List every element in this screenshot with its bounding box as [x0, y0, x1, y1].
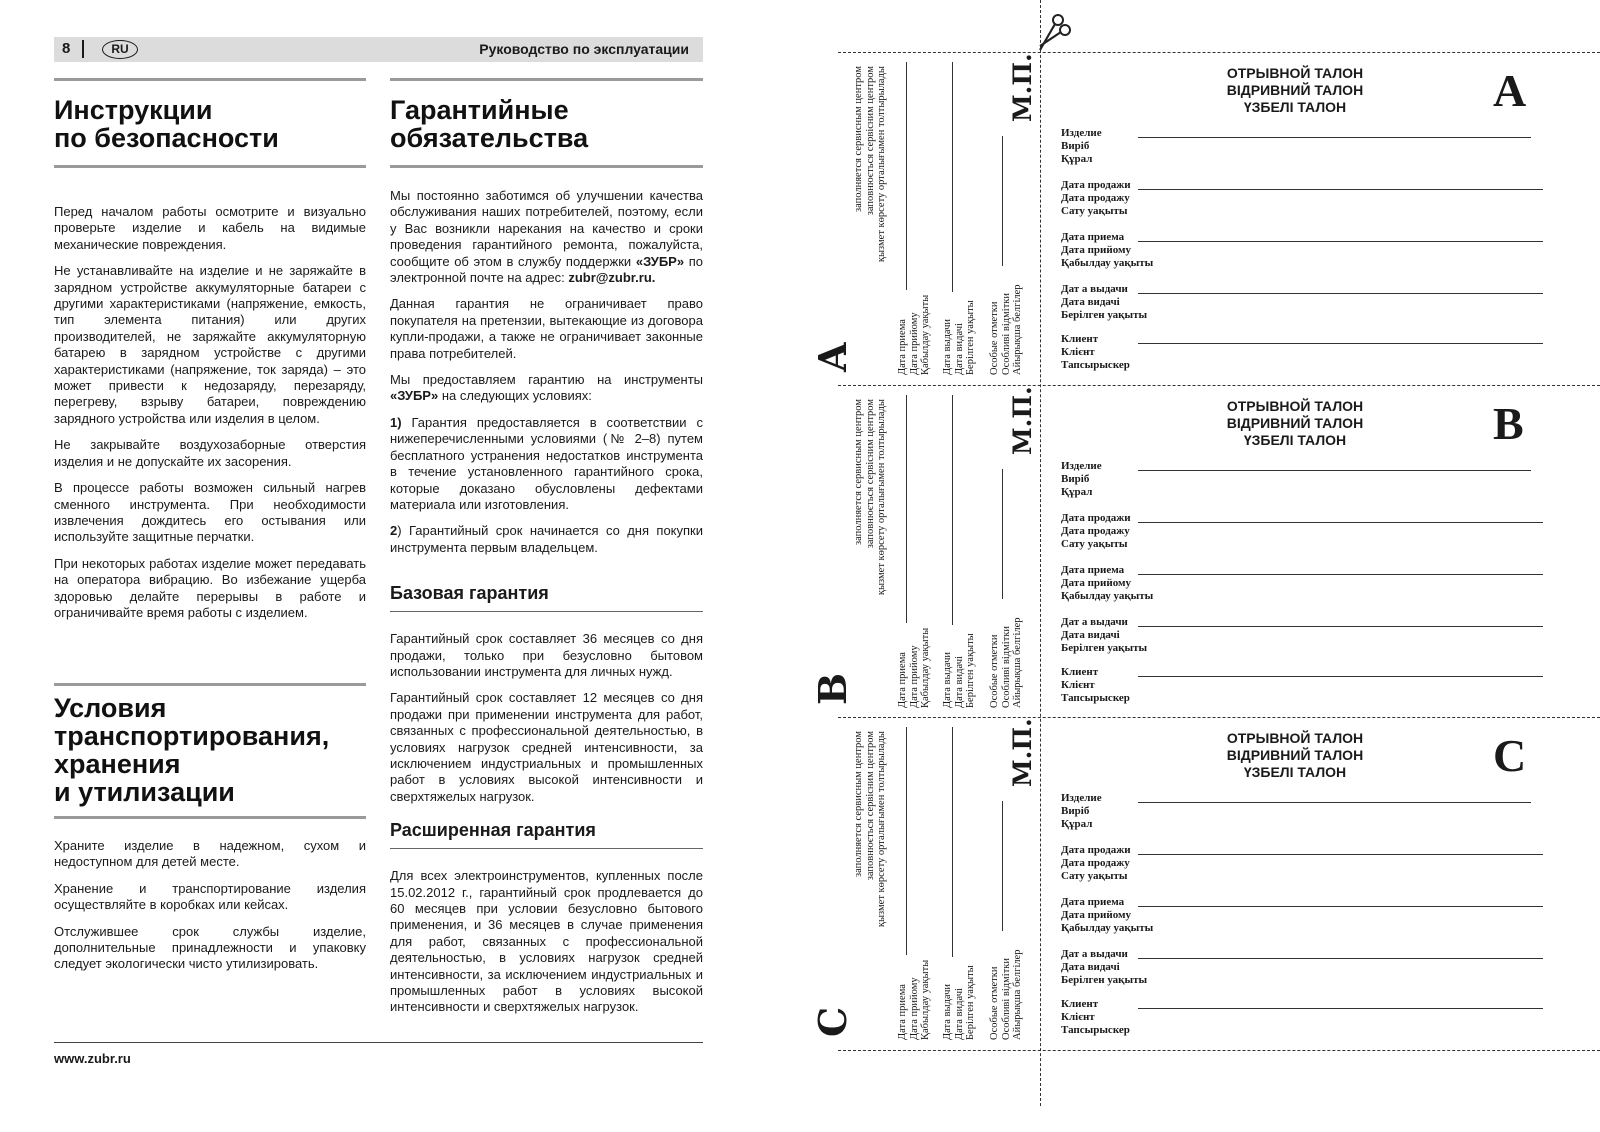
stub-service-note: заполняется сервисным центром заповнюється сервісним центром қызмет көрсету орталығымен толтырылады — [853, 66, 887, 263]
paragraph: Гарантийный срок составляет 36 месяцев со дня продажи, только при безусловно бытовом использовании инструмента для личных нужд. — [390, 631, 703, 679]
basic-warranty-title: Базовая гарантия — [390, 583, 549, 604]
stub-line — [952, 62, 953, 292]
stub-notes-labels: Особые отметки Особливі відмітки Айырықша белгілер — [989, 617, 1023, 708]
footer-rule — [54, 1042, 703, 1043]
stub-issue-labels: Дата выдачи Дата видачі Берілген уақыты — [942, 965, 976, 1040]
coupon-field-line — [1138, 854, 1543, 855]
stamp-label: М.П. — [1008, 718, 1037, 787]
coupon-letter: B — [1493, 398, 1524, 449]
coupon-field-line — [1138, 522, 1543, 523]
coupon-field-line — [1138, 802, 1531, 803]
paragraph: При некоторых работах изделие может передавать на оператора вибрацию. Во избежание ущерба здоровью делайте перерывы в работе и ограничивайте время работы с изделием. — [54, 555, 366, 620]
extended-warranty-title: Расширенная гарантия — [390, 820, 596, 841]
header-separator — [82, 40, 84, 58]
paragraph: Данная гарантия не ограничивает право покупателя на претензии, вытекающие из договора купли-продажи, а также не ограничивает законные права потребителей. — [390, 296, 703, 361]
stub-letter: A — [810, 342, 855, 372]
coupon-field-label: Дат а выдачи Дата видачі Берілген уақыты — [1061, 283, 1148, 321]
warranty-title: Гарантийные обязательства — [390, 95, 589, 153]
stub-issue-labels: Дата выдачи Дата видачі Берілген уақыты — [942, 633, 976, 708]
coupon-field-label: Клиент Клієнт Тапсырыскер — [1061, 998, 1130, 1036]
stub-receipt-labels: Дата приема Дата прийому Қабылдау уақыты — [897, 294, 931, 375]
coupon-letter: C — [1493, 730, 1527, 781]
coupon-field-label: Дат а выдачи Дата видачі Берілген уақыты — [1061, 948, 1148, 986]
paragraph: 2) Гарантийный срок начинается со дня покупки инструмента первым владельцем. — [390, 523, 703, 555]
coupon-field-line — [1138, 1008, 1543, 1009]
paragraph: Хранение и транспортирование изделия осуществляйте в коробках или кейсах. — [54, 880, 366, 913]
stub-line — [952, 395, 953, 625]
coupon-field-label: Дата продажи Дата продажу Сату уақыты — [1061, 512, 1131, 550]
stub-service-note: заполняется сервисным центром заповнюється сервісним центром қызмет көрсету орталығымен толтырылады — [853, 399, 887, 596]
paragraph: В процессе работы возможен сильный нагрев сменного инструмента. При необходимости извлечения дождитесь его остывания или используйте защитные перчатки. — [54, 480, 366, 545]
paragraph: Мы постоянно заботимся об улучшении качества обслуживания наших потребителей, поэтому, если у Вас возникли нарекания на качество и сроки проведения гарантийного ремонта, пожалуйста, сообщите об этом в службу поддержки «ЗУБР» по электронной почте на адрес: zubr@zubr.ru. — [390, 188, 703, 286]
safety-title: Инструкции по безопасности — [54, 95, 279, 153]
stub-receipt-labels: Дата приема Дата прийому Қабылдау уақыты — [897, 959, 931, 1040]
coupon-field-line — [1138, 626, 1543, 627]
basic-warranty-section — [390, 582, 703, 805]
coupon-field-label: Дата приема Дата прийому Қабылдау уақыты — [1061, 564, 1154, 602]
warranty-text — [390, 188, 703, 556]
coupon-field-line — [1138, 241, 1543, 242]
stub-letter: B — [810, 672, 855, 705]
section-rule — [390, 165, 703, 168]
support-email: zubr@zubr.ru. — [568, 270, 656, 286]
stub-receipt-labels: Дата приема Дата прийому Қабылдау уақыты — [897, 627, 931, 708]
section-rule — [54, 78, 366, 81]
coupon-field-line — [1138, 906, 1543, 907]
coupon-field-line — [1138, 137, 1531, 138]
section-rule — [54, 683, 366, 686]
stub-issue-labels: Дата выдачи Дата видачі Берілген уақыты — [942, 300, 976, 375]
coupon-letter: A — [1493, 65, 1527, 116]
paragraph: 1) Гарантия предоставляется в соответствии с нижеперечисленными условиями (№ 2–8) путем бесплатного устранения недостатков инструмента в течение установленного гарантийного срока, которые доказано обусловлены дефектами материала или изготовления. — [390, 414, 703, 512]
section-rule — [390, 78, 703, 81]
scissors-icon — [1034, 8, 1072, 52]
extended-warranty-section — [390, 819, 703, 1016]
coupon-title: ОТРЫВНОЙ ТАЛОН ВІДРИВНИЙ ТАЛОН ҮЗБЕЛІ ТАЛОН — [1226, 398, 1364, 448]
stub-line — [1002, 469, 1003, 599]
transport-section — [54, 683, 366, 983]
vertical-cut-line — [1040, 0, 1041, 1106]
stub-line — [1002, 801, 1003, 931]
transport-title: Условия транспортирования, хранения и утилизации — [54, 693, 330, 807]
stub-notes-labels: Особые отметки Особливі відмітки Айырықша белгілер — [989, 949, 1023, 1040]
coupon-field-line — [1138, 343, 1543, 344]
safety-text — [54, 204, 366, 621]
coupon-field-label: Изделие Виріб Құрал — [1061, 792, 1102, 830]
paragraph: Для всех электроинструментов, купленных после 15.02.2012 г., гарантийный срок продлевается до 60 месяцев при условии безусловно бытового применения, и 36 месяцев в случае применения для работ, связанных с профессиональной деятельностью, в условиях нагрузок средней интенсивности, за исключением индустриальных и промышленных работ в условиях высокой интенсивности и сверхтяжелых нагрузок. — [390, 868, 703, 1015]
coupon-field-line — [1138, 189, 1543, 190]
coupon-field-label: Изделие Виріб Құрал — [1061, 460, 1102, 498]
section-rule — [54, 816, 366, 819]
coupon-field-line — [1138, 676, 1543, 677]
paragraph: Храните изделие в надежном, сухом и недоступном для детей месте. — [54, 838, 366, 870]
stamp-label: М.П. — [1008, 386, 1037, 455]
stub-service-note: заполняется сервисным центром заповнюється сервісним центром қызмет көрсету орталығымен толтырылады — [853, 731, 887, 928]
stub-line — [906, 395, 907, 623]
coupon-field-label: Клиент Клієнт Тапсырыскер — [1061, 666, 1130, 704]
section-rule — [390, 611, 703, 612]
header-title: Руководство по эксплуатации — [479, 41, 689, 57]
stub-notes-labels: Особые отметки Особливі відмітки Айырықша белгілер — [989, 284, 1023, 375]
paragraph: Перед началом работы осмотрите и визуально проверьте изделие и кабель на видимые механические повреждения. — [54, 204, 366, 252]
stub-letter: C — [810, 1006, 855, 1037]
stub-line — [1002, 136, 1003, 266]
left-column — [54, 78, 366, 631]
paragraph: Гарантийный срок составляет 12 месяцев со дня продажи при применении инструмента для работ, связанных с профессиональной деятельностью, в условиях нагрузок средней интенсивности, за исключением индустриальных и промышленных работ в условиях высокой интенсивности и сверхтяжелых нагрузок. — [390, 690, 703, 804]
transport-text — [54, 838, 366, 973]
coupon-field-line — [1138, 470, 1531, 471]
stub-line — [906, 62, 907, 290]
coupon-field-line — [1138, 293, 1543, 294]
coupon-field-label: Дат а выдачи Дата видачі Берілген уақыты — [1061, 616, 1148, 654]
coupon-field-label: Изделие Виріб Құрал — [1061, 127, 1102, 165]
paragraph: Не устанавливайте на изделие и не заряжайте в зарядном устройстве аккумуляторные батареи с другими характеристиками (напряжение, емкость, тип элемента питания) или других производителей, не заряжайте аккумуляторную батарею в зарядном устройстве с другими характеристиками (напряжение, ток заряда) – это может привести к недозаряду, перезаряду, перегреву, взрыву батареи, повреждению зарядного устройства или изделия в целом. — [54, 263, 366, 426]
page-number: 8 — [62, 40, 71, 57]
right-column — [390, 78, 703, 1026]
stub-line — [906, 727, 907, 955]
section-rule — [54, 165, 366, 168]
paragraph: Не закрывайте воздухозаборные отверстия изделия и не допускайте их засорения. — [54, 437, 366, 469]
paragraph: Мы предоставляем гарантию на инструменты «ЗУБР» на следующих условиях: — [390, 372, 703, 404]
stamp-label: М.П. — [1008, 53, 1037, 122]
coupon-field-label: Дата приема Дата прийому Қабылдау уақыты — [1061, 231, 1154, 269]
coupon-field-label: Дата приема Дата прийому Қабылдау уақыты — [1061, 896, 1154, 934]
section-rule — [390, 848, 703, 849]
page-header — [54, 37, 703, 62]
language-badge: RU — [102, 40, 138, 59]
coupon-field-line — [1138, 574, 1543, 575]
coupon-field-label: Дата продажи Дата продажу Сату уақыты — [1061, 844, 1131, 882]
coupon-title: ОТРЫВНОЙ ТАЛОН ВІДРИВНИЙ ТАЛОН ҮЗБЕЛІ ТАЛОН — [1226, 730, 1364, 780]
coupon-field-line — [1138, 958, 1543, 959]
coupon-title: ОТРЫВНОЙ ТАЛОН ВІДРИВНИЙ ТАЛОН ҮЗБЕЛІ ТАЛОН — [1226, 65, 1364, 115]
paragraph: Отслужившее срок службы изделие, дополнительные принадлежности и упаковку следует экологически чисто утилизировать. — [54, 923, 366, 972]
footer-url: www.zubr.ru — [54, 1051, 131, 1066]
coupon-field-label: Дата продажи Дата продажу Сату уақыты — [1061, 179, 1131, 217]
stub-line — [952, 727, 953, 957]
coupon-field-label: Клиент Клієнт Тапсырыскер — [1061, 333, 1130, 371]
